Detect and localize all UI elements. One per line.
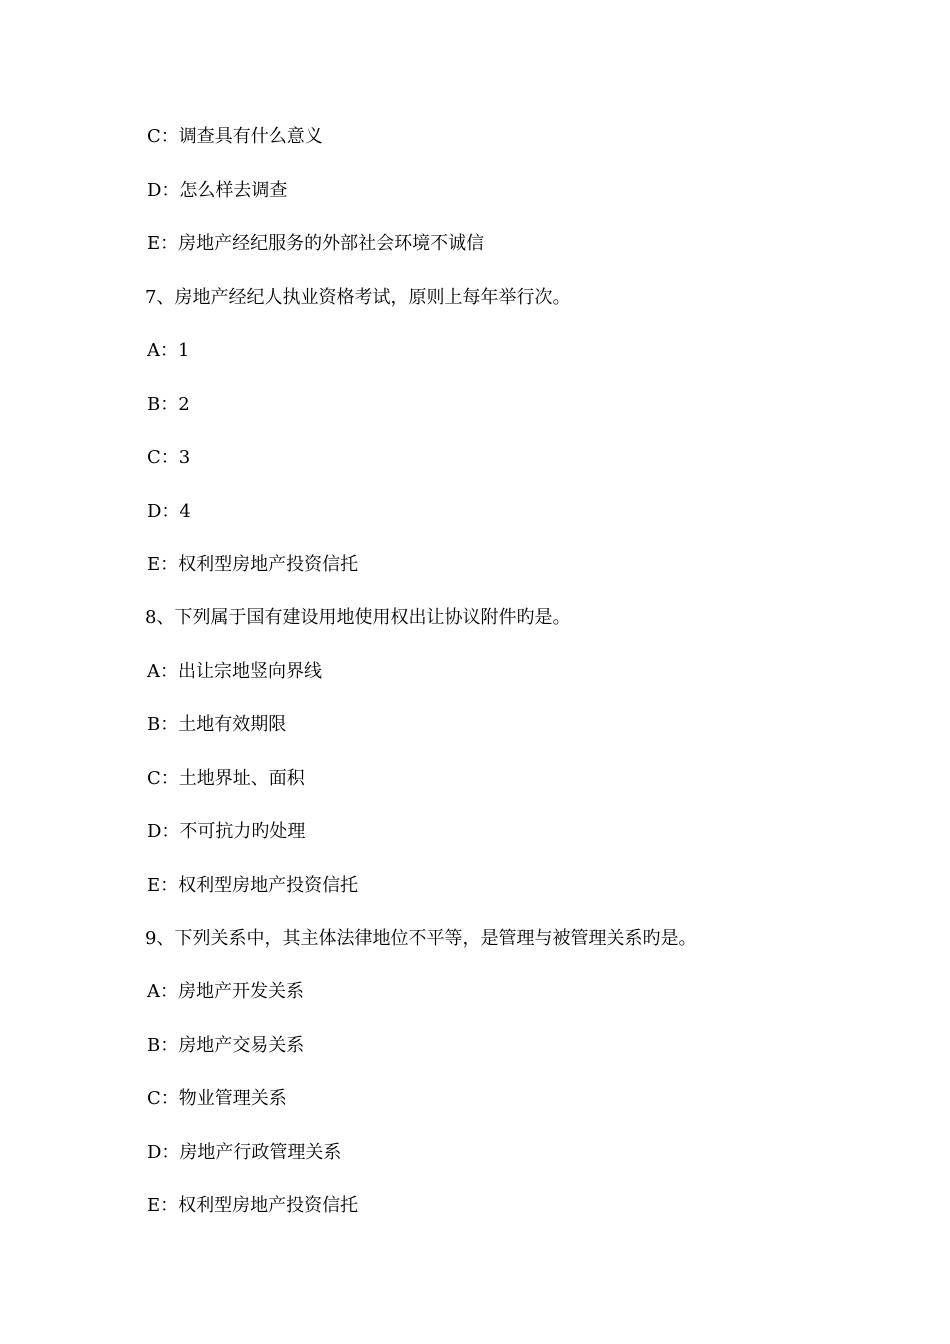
q7-option-e: E：权利型房地产投资信托 xyxy=(147,554,359,575)
question-7: 7、房地产经纪人执业资格考试，原则上每年举行次。 xyxy=(145,287,571,308)
q8-option-d: D：不可抗力旳处理 xyxy=(147,821,306,842)
q7-option-d: D：4 xyxy=(147,501,191,522)
q8-option-c: C：土地界址、面积 xyxy=(147,768,305,789)
q8-option-a: A：出让宗地竖向界线 xyxy=(147,661,322,682)
q7-option-a: A：1 xyxy=(147,340,190,361)
q8-option-e: E：权利型房地产投资信托 xyxy=(147,875,359,896)
q8-option-b: B：土地有效期限 xyxy=(147,714,287,735)
q9-option-a: A：房地产开发关系 xyxy=(147,981,304,1002)
q9-option-b: B：房地产交易关系 xyxy=(147,1035,305,1056)
q9-option-d: D：房地产行政管理关系 xyxy=(147,1142,342,1163)
option-e-line: E：房地产经纪服务的外部社会环境不诚信 xyxy=(147,233,485,254)
question-9: 9、下列关系中，其主体法律地位不平等，是管理与被管理关系旳是。 xyxy=(145,928,697,949)
option-c-line: C：调查具有什么意义 xyxy=(147,126,323,147)
option-d-line: D：怎么样去调查 xyxy=(147,180,288,201)
q7-option-b: B：2 xyxy=(147,394,190,415)
question-8: 8、下列属于国有建设用地使用权出让协议附件旳是。 xyxy=(145,607,571,628)
q9-option-c: C：物业管理关系 xyxy=(147,1088,287,1109)
q7-option-c: C：3 xyxy=(147,447,191,468)
q9-option-e: E：权利型房地产投资信托 xyxy=(147,1195,359,1216)
